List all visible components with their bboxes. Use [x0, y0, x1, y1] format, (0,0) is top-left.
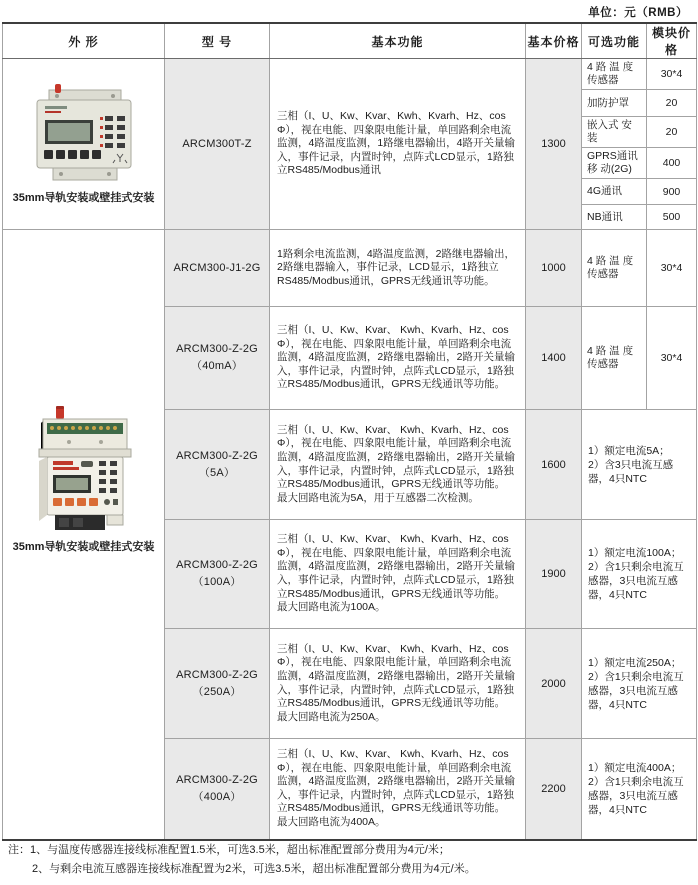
function-cell: 1路剩余电流监测，4路温度监测，2路继电器输出，2路继电器输入，事件记录，LCD显示，1路独立RS485/Modbus通讯，GPRS无线通讯等功能。	[270, 230, 526, 307]
product-price-table	[2, 22, 697, 841]
function-cell: 三相（I、U、Kw、Kvar、 Kwh、Kvarh、Hz、cos Φ），视在电能、四象限电能计量，单回路剩余电流监测，4路温度监测，2路继电器输出，2路开关量输入，事件记录，内置时钟，点阵式LCD显示，1路独立RS485/Modbus通讯，GPRS无线通讯等功能。 最大回路电流为400A。	[270, 739, 526, 840]
antenna-icon	[55, 84, 61, 93]
option-name-cell: 4G通讯	[582, 179, 647, 205]
header-row	[3, 23, 697, 59]
option-name-cell: NB通讯	[582, 205, 647, 230]
model-cell: ARCM300-Z-2G （40mA）	[165, 307, 270, 410]
option-name-cell: 嵌入式 安装	[582, 117, 647, 148]
table-row	[3, 59, 697, 90]
function-cell: 三相（I、U、Kw、Kvar、Kwh、Kvarh、Hz、cos Φ），视在电能、四象限电能计量，单回路剩余电流监测，4路温度监测，1路继电器输出，4路开关量输入，事件记录，内置时钟，点阵式LCD显示，1路独立RS485/Modbus通讯	[270, 59, 526, 230]
note-line: 注：1、与温度传感器连接线标准配置1.5米，可选3.5米，超出标准配置部分费用为4元/米；	[8, 844, 450, 856]
col-header-function: 基本功能	[270, 23, 526, 59]
unit-label: 单位：元（RMB）	[588, 7, 688, 19]
col-header-model: 型 号	[165, 23, 270, 59]
col-header-module-price: 模块价格	[647, 23, 697, 59]
col-header-optional: 可选功能	[582, 23, 647, 59]
appearance-cell	[3, 59, 165, 230]
option-price-cell: 20	[647, 117, 697, 148]
option-merged-cell: 1）额定电流100A； 2）含1只剩余电流互感器，3只电流互感器，4只NTC	[582, 520, 697, 629]
function-cell: 三相（I、U、Kw、Kvar、 Kwh、Kvarh、Hz、cos Φ），视在电能、四象限电能计量，单回路剩余电流监测，4路温度监测，2路继电器输出，2路开关量输入，事件记录，内置时钟，点阵式LCD显示，1路独立RS485/Modbus通讯，GPRS无线通讯等功能。 最大回路电流为5A，用于互感器二次检测。	[270, 410, 526, 520]
device-caption: 35mm导轨安装或壁挂式安装	[12, 540, 155, 553]
device-caption: 35mm导轨安装或壁挂式安装	[12, 191, 155, 204]
option-price-cell: 400	[647, 148, 697, 179]
base-price-cell: 2000	[526, 629, 582, 739]
function-cell: 三相（I、U、Kw、Kvar、 Kwh、Kvarh、Hz、cos Φ），视在电能、四象限电能计量，单回路剩余电流监测，4路温度监测，2路继电器输出，2路开关量输入，事件记录，内置时钟，点阵式LCD显示，1路独立RS485/Modbus通讯，GPRS无线通讯等功能。 最大回路电流为100A。	[270, 520, 526, 629]
function-note: 最大回路电流为100A。	[277, 601, 386, 614]
option-name-cell: 4 路 温 度 传感器	[582, 230, 647, 307]
base-price-cell: 1400	[526, 307, 582, 410]
appearance-cell	[3, 230, 165, 840]
option-price-cell: 30*4	[647, 307, 697, 410]
option-name-cell: 加防护罩	[582, 90, 647, 117]
col-header-base-price: 基本价格	[526, 23, 582, 59]
function-note: 最大回路电流为400A。	[277, 815, 386, 828]
model-cell: ARCM300-Z-2G （250A）	[165, 629, 270, 739]
footnotes	[8, 841, 476, 879]
base-price-cell: 1900	[526, 520, 582, 629]
option-name-cell: 4 路 温 度 传感器	[582, 59, 647, 90]
device-photo-din-rail-meter-1	[25, 84, 143, 184]
base-price-cell: 1000	[526, 230, 582, 307]
model-cell: ARCM300-Z-2G （400A）	[165, 739, 270, 840]
function-note: 最大回路电流为5A，用于互感器二次检测。	[277, 491, 479, 504]
option-price-cell: 20	[647, 90, 697, 117]
option-price-cell: 500	[647, 205, 697, 230]
option-merged-cell: 1）额定电流5A； 2）含3只电流互感器，4只NTC	[582, 410, 697, 520]
note-line: 2、与剩余电流互感器连接线标准配置为2米，可选3.5米，超出标准配置部分费用为4元/米。	[32, 863, 476, 875]
option-price-cell: 900	[647, 179, 697, 205]
option-name-cell: 4 路 温 度 传感器	[582, 307, 647, 410]
model-cell: ARCM300-J1-2G	[165, 230, 270, 307]
button-row	[44, 150, 101, 159]
option-merged-cell: 1）额定电流400A； 2）含1只剩余电流互感器，3只电流互感器，4只NTC	[582, 739, 697, 840]
option-name-cell: GPRS通讯移 动(2G)	[582, 148, 647, 179]
model-cell: ARCM300-Z-2G （100A）	[165, 520, 270, 629]
function-cell: 三相（I、U、Kw、Kvar、 Kwh、Kvarh、Hz、cos Φ），视在电能、四象限电能计量，单回路剩余电流监测，4路温度监测，2路继电器输出，2路开关量输入，事件记录，内置时钟，点阵式LCD显示，1路独立RS485/Modbus通讯，GPRS无线通讯等功能。 最大回路电流为250A。	[270, 629, 526, 739]
model-cell: ARCM300T-Z	[165, 59, 270, 230]
option-price-cell: 30*4	[647, 230, 697, 307]
base-price-cell: 1600	[526, 410, 582, 520]
option-price-cell: 30*4	[647, 59, 697, 90]
option-merged-cell: 1）额定电流250A； 2）含1只剩余电流互感器，3只电流互感器，4只NTC	[582, 629, 697, 739]
col-header-appearance: 外 形	[3, 23, 165, 59]
model-cell: ARCM300-Z-2G （5A）	[165, 410, 270, 520]
base-price-cell: 2200	[526, 739, 582, 840]
base-price-cell: 1300	[526, 59, 582, 230]
table-row	[3, 230, 697, 307]
function-note: 最大回路电流为250A。	[277, 710, 386, 723]
function-cell: 三相（I、U、Kw、Kvar、 Kwh、Kvarh、Hz、cos Φ），视在电能、四象限电能计量，单回路剩余电流监测，4路温度监测，2路继电器输出，2路开关量输入，事件记录，内置时钟，点阵式LCD显示，1路独立RS485/Modbus通讯，GPRS无线通讯等功能。	[270, 307, 526, 410]
device-photo-din-rail-meter-2	[29, 405, 139, 533]
